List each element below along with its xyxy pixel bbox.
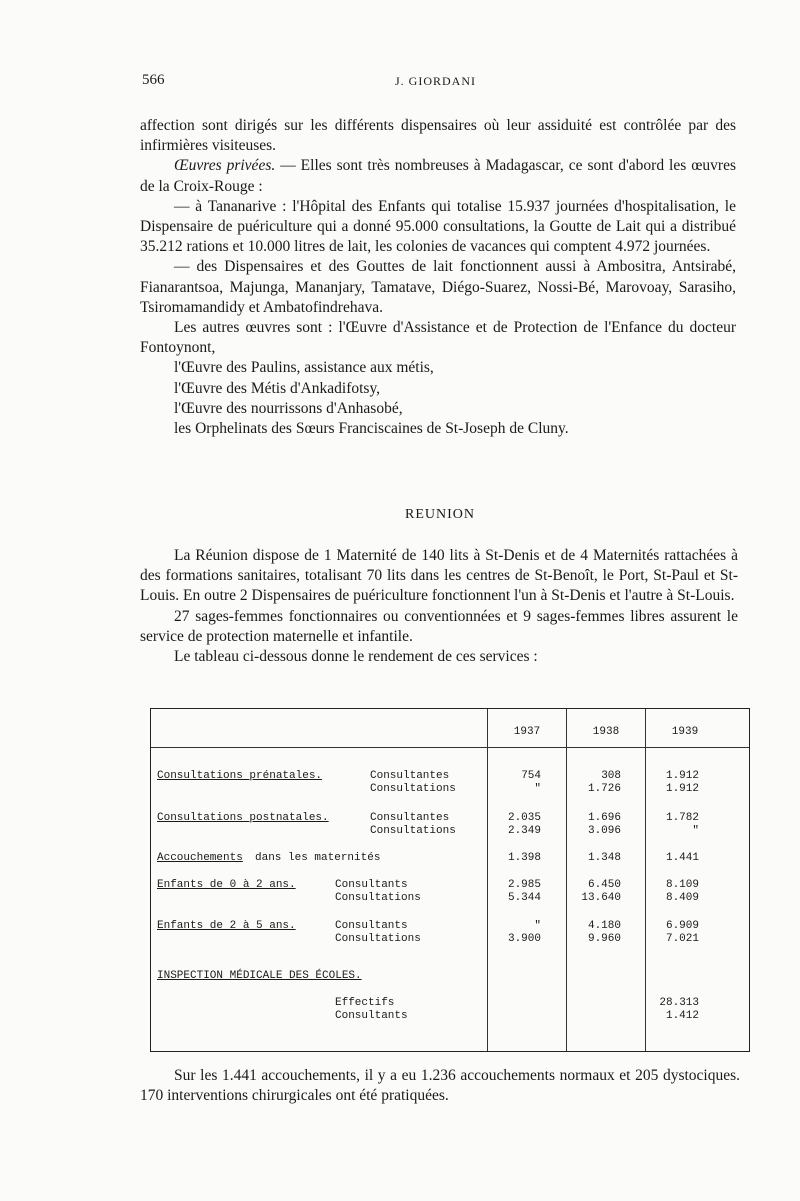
year-header-1938: 1938 (592, 726, 620, 738)
cell-1938: 9.960 (587, 933, 621, 945)
cell-1938: 1.348 (587, 852, 621, 864)
cell-1937: 2.035 (507, 812, 541, 824)
cell-1939: 1.912 (665, 783, 699, 795)
statistics-table (150, 708, 750, 1052)
year-header-1937: 1937 (513, 726, 541, 738)
category-label: Enfants de 2 à 5 ans. (157, 920, 296, 932)
cell-1937: 3.900 (507, 933, 541, 945)
section-paragraph-2: 27 sages-femmes fonctionnaires ou conventionnées et 9 sages-femmes libres assurent le service de protection maternelle et infantile. (140, 607, 738, 645)
section-text-block (140, 546, 738, 667)
footer-text-block (140, 1066, 740, 1106)
footer-paragraph: Sur les 1.441 accouchements, il y a eu 1.236 accouchements normaux et 205 dystociques. 170 interventions chirurgicales ont été pratiquées. (140, 1067, 740, 1105)
cell-1938: 1.696 (587, 812, 621, 824)
page-number: 566 (142, 72, 165, 88)
list-item: l'Œuvre des Métis d'Ankadifotsy, (174, 379, 381, 397)
category-label: Enfants de 0 à 2 ans. (157, 879, 296, 891)
category-label: Consultations prénatales. (157, 770, 323, 782)
cell-1937: " (534, 920, 541, 932)
category-label: Consultations postnatales. (157, 812, 329, 824)
body-text-block (140, 116, 736, 439)
sub-label: dans les maternités (255, 852, 381, 864)
cell-1939: " (692, 825, 699, 837)
cell-1939: 1.782 (665, 812, 699, 824)
sub-label: Consultants (335, 920, 408, 932)
paragraph-2 (140, 156, 736, 196)
cell-1939: 1.912 (665, 770, 699, 782)
sub-label: Consultantes (370, 770, 450, 782)
paragraph-3: — à Tananarive : l'Hôpital des Enfants qui totalise 15.937 journées d'hospitalisation, le Dispensaire de puériculture qui a donné 95.000 consultations, la Goutte de Lait qui a distribué 35.212 rations et 10.000 litres de lait, les colonies de vacances qui comptent 4.972 journées. (140, 197, 736, 256)
sub-label: Consultations (370, 825, 456, 837)
cell-1939: 28.313 (659, 997, 699, 1009)
page-header (142, 72, 742, 96)
cell-1938: 4.180 (587, 920, 621, 932)
cell-1939: 8.109 (665, 879, 699, 891)
cell-1938: 6.450 (587, 879, 621, 891)
sub-label: Consultations (335, 892, 421, 904)
section-title: REUNION (405, 507, 475, 522)
cell-1939: 1.441 (665, 852, 699, 864)
list-item: l'Œuvre des nourrissons d'Anhasobé, (174, 399, 403, 417)
section-paragraph-1: La Réunion dispose de 1 Maternité de 140 lits à St-Denis et de 4 Maternités rattachées à des formations sanitaires, totalisant 70 lits dans les centres de St-Benoît, le Port, St-Paul et St-Louis. En outre 2 Dispensaires de puériculture fonctionnent l'un à St-Denis et l'autre à St-Louis. (140, 547, 738, 605)
cell-1938: 3.096 (587, 825, 621, 837)
cell-1937: 2.985 (507, 879, 541, 891)
running-author: J. GIORDANI (395, 74, 476, 88)
cell-1938: 1.726 (587, 783, 621, 795)
header-divider (151, 747, 749, 748)
sub-label: Consultantes (370, 812, 450, 824)
cell-1939: 8.409 (665, 892, 699, 904)
sub-label: Effectifs (335, 997, 395, 1009)
cell-1939: 6.909 (665, 920, 699, 932)
paragraph-1: affection sont dirigés sur les différents dispensaires où leur assiduité est contrôlée par des infirmières visiteuses. (140, 117, 736, 155)
cell-1938: 13.640 (581, 892, 621, 904)
cell-1937: 754 (521, 770, 541, 782)
paragraph-2-italic: Œuvres privées. (174, 157, 276, 175)
year-header-1939: 1939 (671, 726, 699, 738)
sub-label: Consultations (335, 933, 421, 945)
paragraph-4: — des Dispensaires et des Gouttes de lait fonctionnent aussi à Ambositra, Antsirabé, Fianarantsoa, Majunga, Mananjary, Tamatave, Diégo-Suarez, Nossi-Bé, Marovoay, Sarasiho, Tsiromamandidy et Ambatofindrehava. (140, 258, 736, 316)
cell-1937: 1.398 (507, 852, 541, 864)
cell-1937: " (534, 783, 541, 795)
sub-label: Consultations (370, 783, 456, 795)
sub-label: Consultants (335, 879, 408, 891)
list-item: l'Œuvre des Paulins, assistance aux métis, (174, 359, 434, 377)
category-label: Accouchements (157, 852, 243, 864)
paragraph-5: Les autres œuvres sont : l'Œuvre d'Assistance et de Protection de l'Enfance du docteur Fontoynont, (140, 319, 736, 357)
cell-1938: 308 (601, 770, 621, 782)
category-label: INSPECTION MÉDICALE DES ÉCOLES. (157, 970, 362, 982)
list-item: les Orphelinats des Sœurs Franciscaines de St-Joseph de Cluny. (174, 420, 569, 438)
cell-1939: 1.412 (665, 1010, 699, 1022)
cell-1937: 2.349 (507, 825, 541, 837)
sub-label: Consultants (335, 1010, 408, 1022)
cell-1939: 7.021 (665, 933, 699, 945)
paragraph-2-rest: — Elles sont très nombreuses à Madagascar, ce sont d'abord les œuvres de la Croix-Rouge : (140, 157, 736, 195)
section-paragraph-3: Le tableau ci-dessous donne le rendement de ces services : (174, 648, 538, 666)
cell-1937: 5.344 (507, 892, 541, 904)
